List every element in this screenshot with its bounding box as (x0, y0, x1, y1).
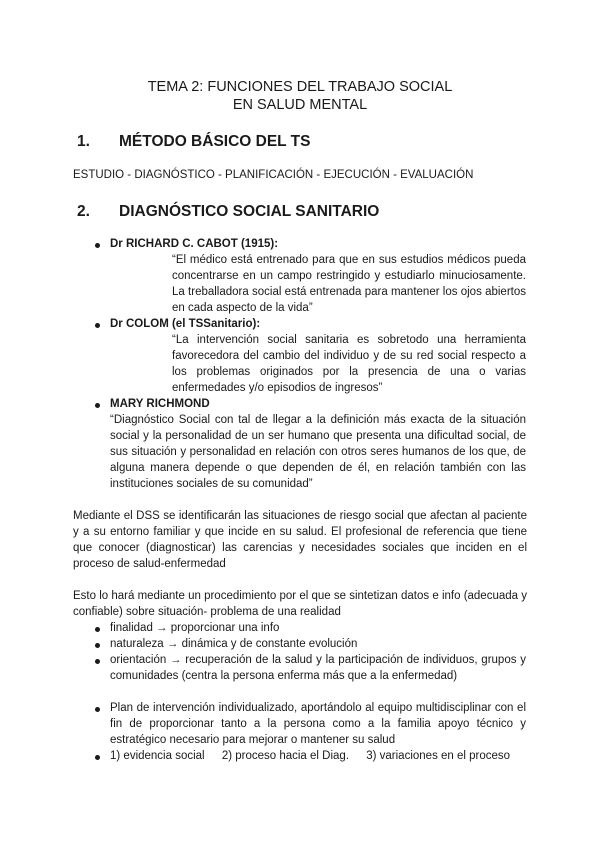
section-2-title: DIAGNÓSTICO SOCIAL SANITARIO (119, 203, 380, 220)
document-title-line-1: TEMA 2: FUNCIONES DEL TRABAJO SOCIAL (147, 79, 453, 95)
definition-author-cabot: Dr RICHARD C. CABOT (1915): (110, 238, 279, 250)
section-1-title: MÉTODO BÁSICO DEL TS (119, 133, 311, 150)
bullet-dot (95, 243, 100, 248)
bullet-dot (95, 323, 100, 328)
bullet-dot (95, 627, 100, 632)
reference-proceso: 2) proceso hacia el Diag. (221, 750, 350, 762)
paragraph-dss: Mediante el DSS se identificarán las situaciones de riesgo social que afectan al paciente y a su entorno familiar y que incide en su salud. El profesional de referencia que tiene que conocer (diagnosticar) las carencias y necesidades sociales que inciden en el proceso de salud-enfermedad (73, 510, 527, 570)
definition-author-richmond: MARY RICHMOND (110, 398, 210, 410)
section-1-number: 1. (77, 133, 90, 150)
document-title-line-2: EN SALUD MENTAL (232, 97, 368, 113)
bullet-dot (95, 707, 100, 712)
definition-quote-cabot: “El médico está entrenado para que en sus estudios médicos pueda concentrarse en un campo restringido y estudiarlo minuciosamente. La treballadora social está entrenada para mantener los ojos abiertos en cada aspecto de la vida” (172, 254, 526, 314)
definition-quote-colom: “La intervención social sanitaria es sobretodo una herramienta favorecedora del cambio del individuo y de su red social respecto a los problemas originados por la presencia de una o varias enfermedades y/o episodios de ingresos” (172, 334, 526, 394)
definition-author-colom: Dr COLOM (el TSSanitario): (110, 318, 261, 330)
paragraph-procedure: Esto lo hará mediante un procedimiento por el que se sintetizan datos e info (adecuada y confiable) sobre situación- problema de una realidad (73, 590, 527, 618)
bullet-dot (95, 755, 100, 760)
bullet-dot (95, 643, 100, 648)
list-item-naturaleza: naturaleza → dinámica y de constante evolución (110, 638, 358, 650)
reference-variaciones: 3) variaciones en el proceso (366, 750, 511, 762)
list-item-finalidad: finalidad → proporcionar una info (110, 622, 280, 634)
list-item-references (110, 748, 530, 764)
reference-evidencia: 1) evidencia social (110, 750, 205, 762)
list-item-orientacion: orientación → recuperación de la salud y la participación de individuos, grupos y comunidades (centra la persona enferma más que a la enfermedad) (110, 654, 526, 682)
definition-quote-richmond: “Diagnóstico Social con tal de llegar a la definición más exacta de la situación social y la personalidad de un ser humano que presenta una dificultad social, de sus situación y personalidad en relación con otros seres humanos de los que, de alguna manera depende o que dependen de él, en relación también con las instituciones sociales de su comunidad” (110, 414, 526, 490)
section-2-number: 2. (77, 203, 90, 220)
bullet-dot (95, 403, 100, 408)
method-steps: ESTUDIO - DIAGNÓSTICO - PLANIFICACIÓN - EJECUCIÓN - EVALUACIÓN (73, 169, 474, 181)
list-item-plan: Plan de intervención individualizado, aportándolo al equipo multidisciplinar con el fin de proporcionar tanto a la persona como a la familia apoyo técnico y estratégico necesario para mejorar o mantener su salud (110, 702, 526, 746)
bullet-dot (95, 659, 100, 664)
